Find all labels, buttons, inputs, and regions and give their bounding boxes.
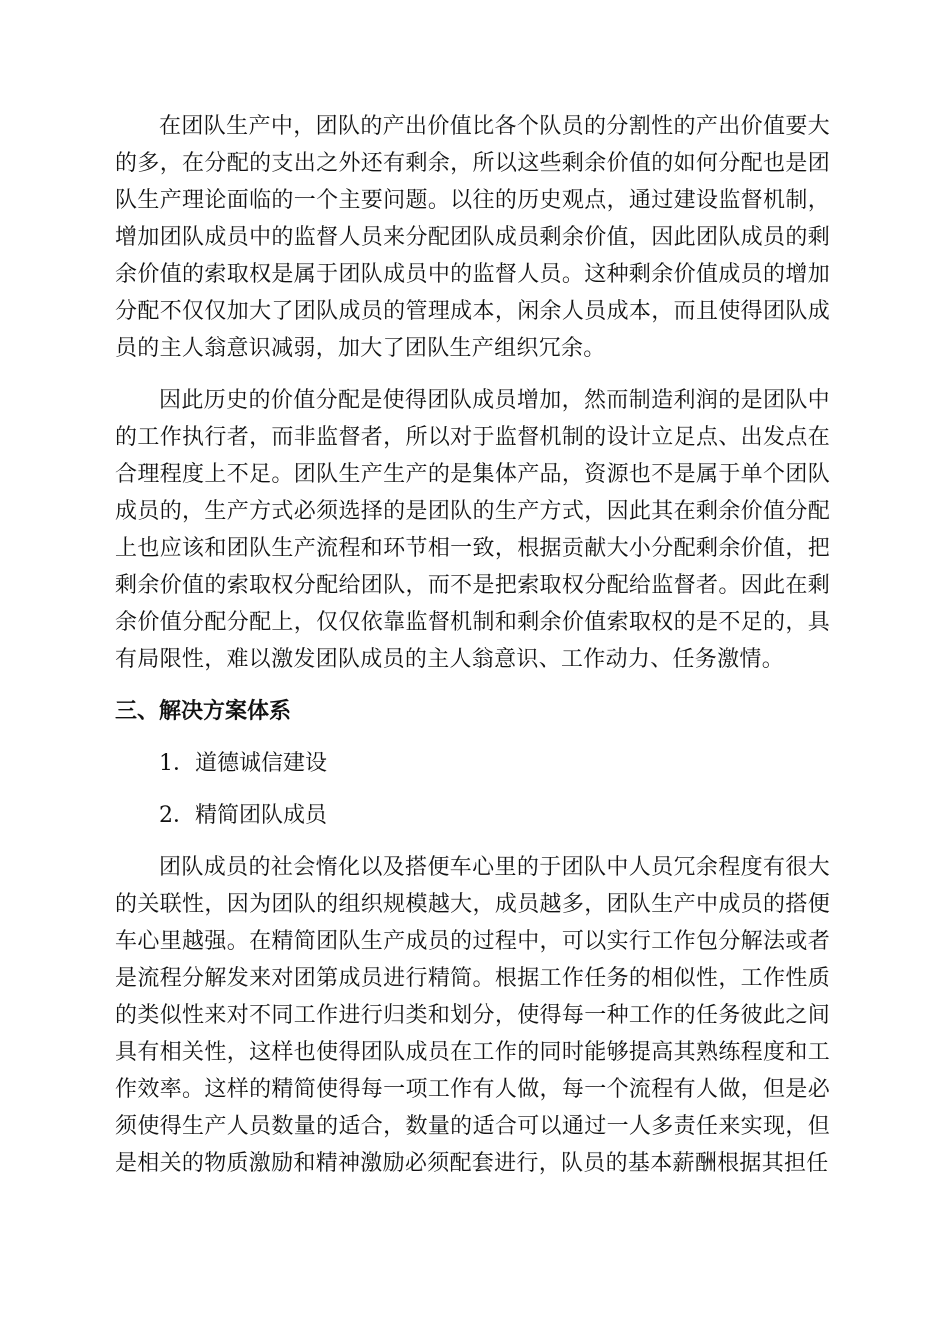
body-paragraph-2: 因此历史的价值分配是使得团队成员增加，然而制造利润的是团队中的工作执行者，而非监督者，所以对于监督机制的设计立足点、出发点在合理程度上不足。团队生产生产的是集体产品，资源也不是属于单个团队成员的，生产方式必须选择的是团队的生产方式，因此其在剩余价值分配上也应该和团队生产流程和环节相一致，根据贡献大小分配剩余价值，把剩余价值的索取权分配给团队，而不是把索取权分配给监督者。因此在剩余价值分配分配上，仅仅依靠监督机制和剩余价值索取权的是不足的，具有局限性，难以激发团队成员的主人翁意识、工作动力、任务激情。 xyxy=(115,388,830,672)
document-page xyxy=(115,108,830,1182)
list-item-2: 2．精简团队成员 xyxy=(159,803,327,828)
list-item-1: 1．道德诚信建设 xyxy=(159,751,327,776)
body-paragraph-3: 团队成员的社会惰化以及搭便车心里的于团队中人员冗余程度有很大的关联性，因为团队的组织规模越大，成员越多，团队生产中成员的搭便车心里越强。在精简团队生产成员的过程中，可以实行工作包分解法或者是流程分解发来对团第成员进行精简。根据工作任务的相似性，工作性质的类似性来对不同工作进行归类和划分，使得每一种工作的任务彼此之间具有相关性，这样也使得团队成员在工作的同时能够提高其熟练程度和工作效率。这样的精简使得每一项工作有人做，每一个流程有人做，但是必须使得生产人员数量的适合，数量的适合可以通过一人多责任来实现，但是相关的物质激励和精神激励必须配套进行，队员的基本薪酬根据其担任 xyxy=(115,855,830,1176)
body-paragraph-1: 在团队生产中，团队的产出价值比各个队员的分割性的产出价值要大的多，在分配的支出之外还有剩余，所以这些剩余价值的如何分配也是团队生产理论面临的一个主要问题。以往的历史观点，通过建设监督机制，增加团队成员中的监督人员来分配团队成员剩余价值，因此团队成员的剩余价值的索取权是属于团队成员中的监督人员。这种剩余价值成员的增加分配不仅仅加大了团队成员的管理成本，闲余人员成本，而且使得团队成员的主人翁意识减弱，加大了团队生产组织冗余。 xyxy=(115,114,830,361)
section-heading: 三、解决方案体系 xyxy=(115,699,292,724)
